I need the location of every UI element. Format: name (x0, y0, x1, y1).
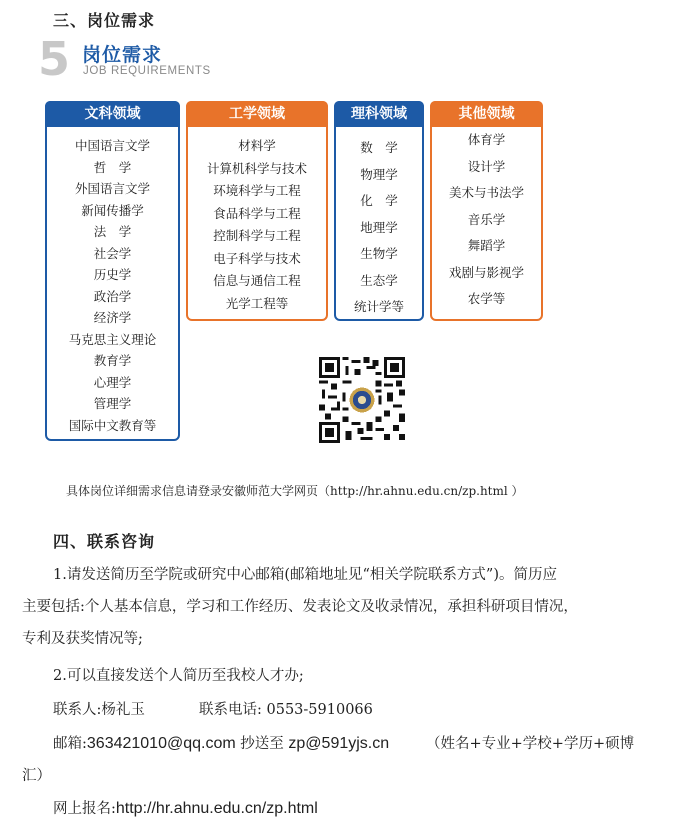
list-item: 经济学 (93, 310, 132, 325)
list-item: 食品科学与工程 (213, 205, 301, 221)
list-item: 地理学 (360, 219, 398, 235)
liberal-arts-list (47, 135, 178, 436)
list-item: 历史学 (93, 267, 132, 282)
science-box (334, 101, 424, 321)
contact-phone-label: 联系电话: (199, 702, 262, 718)
list-item: 化 学 (360, 193, 398, 208)
list-item: 数 学 (360, 140, 398, 155)
subject-format-line-1: （姓名+专业+学校+学历+硕博 (426, 736, 635, 752)
list-item: 舞蹈学 (467, 238, 506, 253)
contact-person-row (53, 697, 145, 723)
list-item: 电子科学与技术 (213, 250, 301, 266)
list-item: 政治学 (93, 288, 132, 304)
science-list (336, 135, 422, 321)
online-label: 网上报名: (53, 801, 116, 817)
list-item: 体育学 (467, 132, 506, 147)
list-item: 国际中文教育等 (68, 417, 157, 433)
qr-code-image[interactable] (319, 357, 405, 443)
other-fields-box (430, 101, 543, 321)
banner-title-cn: 岗位需求 (82, 44, 163, 66)
list-item: 生态学 (360, 272, 398, 288)
liberal-arts-header: 文科领域 (45, 101, 180, 127)
paragraph-1-line-2: 主要包括:个人基本信息，学习和工作经历、发表论文及收录情况，承担科研项目情况， (22, 599, 578, 615)
section3-title: 三、岗位需求 (53, 11, 156, 30)
list-item: 环境科学与工程 (213, 183, 301, 198)
list-item: 音乐学 (467, 211, 506, 227)
contact-phone-row (199, 697, 373, 723)
email-link-primary[interactable]: 363421010@qq.com (86, 735, 236, 752)
list-item: 农学等 (467, 291, 506, 306)
paragraph-1-line-1: 1.请发送简历至学院或研究中心邮箱(邮箱地址见“相关学院联系方式”)。简历应 (53, 567, 557, 583)
email-label: 邮箱: (53, 736, 87, 752)
list-item: 中国语言文学 (74, 138, 150, 153)
list-item: 戏剧与影视学 (448, 264, 524, 280)
online-application-link[interactable]: http://hr.ahnu.edu.cn/zp.html (115, 800, 318, 817)
section4-title: 四、联系咨询 (53, 532, 156, 551)
banner-title-en: JOB REQUIREMENTS (83, 65, 211, 77)
cc-label: 抄送至 (240, 736, 284, 752)
list-item: 新闻传播学 (81, 202, 144, 218)
list-item: 美术与书法学 (448, 185, 524, 200)
list-item: 设计学 (467, 158, 506, 174)
online-application-row (53, 796, 318, 822)
list-item: 哲 学 (93, 159, 132, 175)
email-link-cc[interactable]: zp@591yjs.cn (288, 735, 390, 752)
list-item: 材料学 (238, 138, 276, 153)
paragraph-2: 2.可以直接发送个人简历至我校人才办; (53, 668, 304, 684)
list-item: 控制科学与工程 (213, 228, 301, 243)
list-item: 马克思主义理论 (68, 331, 157, 347)
list-item: 光学工程等 (225, 295, 289, 311)
list-item: 管理学 (93, 396, 132, 411)
engineering-header: 工学领域 (186, 101, 328, 127)
email-row (53, 731, 389, 757)
list-item: 法 学 (93, 224, 132, 239)
list-item: 教育学 (93, 353, 132, 368)
science-header: 理科领域 (334, 101, 424, 127)
paragraph-1-line-3: 专利及获奖情况等; (22, 631, 143, 647)
other-fields-header: 其他领域 (430, 101, 543, 127)
contact-phone-value[interactable]: 0553-5910066 (266, 702, 373, 718)
banner-number: 5 (38, 32, 71, 86)
list-item: 社会学 (93, 245, 132, 261)
list-item: 外国语言文学 (74, 181, 150, 196)
liberal-arts-box (45, 101, 180, 441)
other-fields-list (432, 127, 541, 313)
list-item: 信息与通信工程 (213, 273, 301, 288)
list-item: 统计学等 (353, 299, 404, 314)
contact-person-name: 杨礼玉 (101, 702, 145, 718)
list-item: 生物学 (360, 246, 398, 261)
list-item: 计算机科学与技术 (206, 160, 307, 176)
engineering-list (188, 135, 326, 315)
list-item: 心理学 (93, 374, 132, 390)
subject-format-line-2: 汇） (22, 768, 51, 784)
list-item: 物理学 (360, 166, 398, 182)
qr-caption: 具体岗位详细需求信息请登录安徽师范大学网页（http://hr.ahnu.edu.cn/zp.html ） (66, 484, 524, 498)
contact-person-label: 联系人: (53, 702, 102, 718)
engineering-box (186, 101, 328, 321)
